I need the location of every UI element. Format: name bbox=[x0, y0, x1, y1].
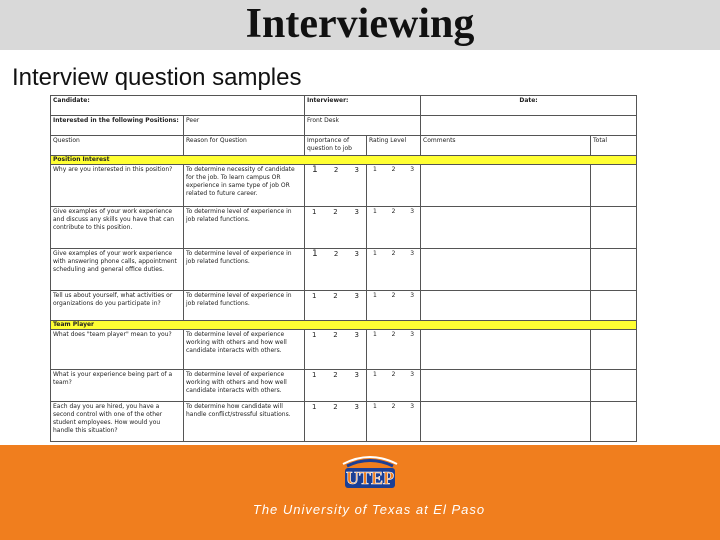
header-rating: Rating Level bbox=[367, 136, 421, 156]
comments-cell bbox=[421, 402, 591, 442]
section-team-player: Team Player bbox=[51, 321, 637, 330]
rating-1: 1 bbox=[373, 403, 377, 410]
header-importance: Importance of question to job bbox=[305, 136, 367, 156]
importance-2: 2 bbox=[333, 250, 339, 258]
header-total: Total bbox=[591, 136, 637, 156]
question-cell: What does "team player" mean to you? bbox=[51, 330, 184, 370]
table-row bbox=[51, 207, 637, 249]
rating-3: 3 bbox=[410, 403, 415, 410]
total-cell bbox=[591, 370, 637, 402]
rating-scale bbox=[367, 165, 421, 207]
header-reason: Reason for Question bbox=[184, 136, 305, 156]
position-peer: Peer bbox=[184, 116, 305, 136]
importance-scale bbox=[305, 370, 367, 402]
interview-form bbox=[50, 95, 636, 451]
rating-3: 3 bbox=[410, 371, 415, 378]
importance-scale bbox=[305, 207, 367, 249]
importance-1: 1 bbox=[312, 165, 318, 175]
total-cell bbox=[591, 165, 637, 207]
comments-cell bbox=[421, 165, 591, 207]
table-row bbox=[51, 370, 637, 402]
importance-1: 1 bbox=[312, 331, 317, 339]
comments-cell bbox=[421, 249, 591, 291]
rating-3: 3 bbox=[410, 292, 415, 299]
utep-logo-icon bbox=[335, 448, 405, 496]
table-row bbox=[51, 330, 637, 370]
importance-3: 3 bbox=[354, 371, 360, 379]
question-cell: Why are you interested in this position? bbox=[51, 165, 184, 207]
table-row bbox=[51, 249, 637, 291]
rating-1: 1 bbox=[373, 166, 377, 173]
rating-scale bbox=[367, 330, 421, 370]
importance-scale bbox=[305, 249, 367, 291]
table-row bbox=[51, 291, 637, 321]
rating-scale bbox=[367, 370, 421, 402]
question-cell: What is your experience being part of a team? bbox=[51, 370, 184, 402]
importance-2: 2 bbox=[333, 403, 338, 411]
reason-cell: To determine level of experience working with others and how well candidate interacts with others. bbox=[184, 370, 305, 402]
rating-scale bbox=[367, 249, 421, 291]
reason-cell: To determine how candidate will handle conflict/stressful situations. bbox=[184, 402, 305, 442]
rating-2: 2 bbox=[391, 208, 396, 215]
header-question: Question bbox=[51, 136, 184, 156]
date-label: Date: bbox=[421, 96, 637, 116]
total-cell bbox=[591, 249, 637, 291]
importance-2: 2 bbox=[333, 371, 338, 379]
table-row bbox=[51, 402, 637, 442]
interview-form-table bbox=[50, 95, 637, 442]
importance-1: 1 bbox=[312, 371, 317, 379]
importance-1: 1 bbox=[312, 208, 317, 216]
rating-1: 1 bbox=[373, 292, 377, 299]
slide-subtitle: Interview question samples bbox=[12, 64, 302, 91]
importance-2: 2 bbox=[333, 208, 338, 216]
logo-text: UTEP bbox=[345, 468, 395, 488]
header-comments: Comments bbox=[421, 136, 591, 156]
reason-cell: To determine level of experience in job related functions. bbox=[184, 291, 305, 321]
rating-3: 3 bbox=[410, 250, 415, 257]
rating-2: 2 bbox=[391, 331, 396, 338]
interviewer-label: Interviewer: bbox=[305, 96, 421, 116]
importance-3: 3 bbox=[354, 331, 360, 339]
importance-1: 1 bbox=[312, 292, 317, 300]
rating-3: 3 bbox=[410, 166, 415, 173]
importance-2: 2 bbox=[333, 292, 338, 300]
importance-scale bbox=[305, 165, 367, 207]
candidate-label: Candidate: bbox=[51, 96, 305, 116]
position-front-desk: Front Desk bbox=[305, 116, 421, 136]
total-cell bbox=[591, 402, 637, 442]
rating-3: 3 bbox=[410, 208, 415, 215]
rating-1: 1 bbox=[373, 331, 377, 338]
rating-2: 2 bbox=[391, 250, 396, 257]
importance-3: 3 bbox=[354, 166, 359, 174]
total-cell bbox=[591, 291, 637, 321]
rating-3: 3 bbox=[410, 331, 415, 338]
importance-3: 3 bbox=[354, 208, 360, 216]
reason-cell: To determine necessity of candidate for the job. To learn campus OR experience in same type of job OR related to future career. bbox=[184, 165, 305, 207]
importance-3: 3 bbox=[354, 403, 360, 411]
reason-cell: To determine level of experience in job related functions. bbox=[184, 207, 305, 249]
rating-2: 2 bbox=[391, 292, 396, 299]
importance-2: 2 bbox=[333, 331, 338, 339]
importance-2: 2 bbox=[333, 166, 339, 174]
reason-cell: To determine level of experience working with others and how well candidate interacts with others. bbox=[184, 330, 305, 370]
interested-positions-label: Interested in the following Positions: bbox=[51, 116, 184, 136]
rating-1: 1 bbox=[373, 371, 377, 378]
rating-1: 1 bbox=[373, 250, 377, 257]
position-blank bbox=[421, 116, 637, 136]
question-cell: Each day you are hired, you have a second control with one of the other student employees. How would you handle this situation? bbox=[51, 402, 184, 442]
question-cell: Give examples of your work experience with answering phone calls, appointment scheduling and general office duties. bbox=[51, 249, 184, 291]
importance-scale bbox=[305, 402, 367, 442]
importance-3: 3 bbox=[354, 250, 359, 258]
question-cell: Tell us about yourself, what activities or organizations do you participate in? bbox=[51, 291, 184, 321]
reason-cell: To determine level of experience in job related functions. bbox=[184, 249, 305, 291]
importance-scale bbox=[305, 330, 367, 370]
question-cell: Give examples of your work experience and discuss any skills you have that can contribute to this position. bbox=[51, 207, 184, 249]
rating-1: 1 bbox=[373, 208, 377, 215]
slide-title: Interviewing bbox=[245, 1, 475, 47]
rating-scale bbox=[367, 207, 421, 249]
university-name: The University of Texas at El Paso bbox=[252, 502, 486, 517]
rating-2: 2 bbox=[391, 166, 396, 173]
table-row bbox=[51, 165, 637, 207]
total-cell bbox=[591, 330, 637, 370]
comments-cell bbox=[421, 370, 591, 402]
comments-cell bbox=[421, 330, 591, 370]
importance-1: 1 bbox=[312, 403, 317, 411]
rating-scale bbox=[367, 402, 421, 442]
importance-1: 1 bbox=[312, 249, 318, 259]
rating-scale bbox=[367, 291, 421, 321]
comments-cell bbox=[421, 207, 591, 249]
rating-2: 2 bbox=[391, 371, 396, 378]
section-position-interest: Position Interest bbox=[51, 156, 637, 165]
importance-3: 3 bbox=[354, 292, 360, 300]
total-cell bbox=[591, 207, 637, 249]
comments-cell bbox=[421, 291, 591, 321]
importance-scale bbox=[305, 291, 367, 321]
rating-2: 2 bbox=[391, 403, 396, 410]
